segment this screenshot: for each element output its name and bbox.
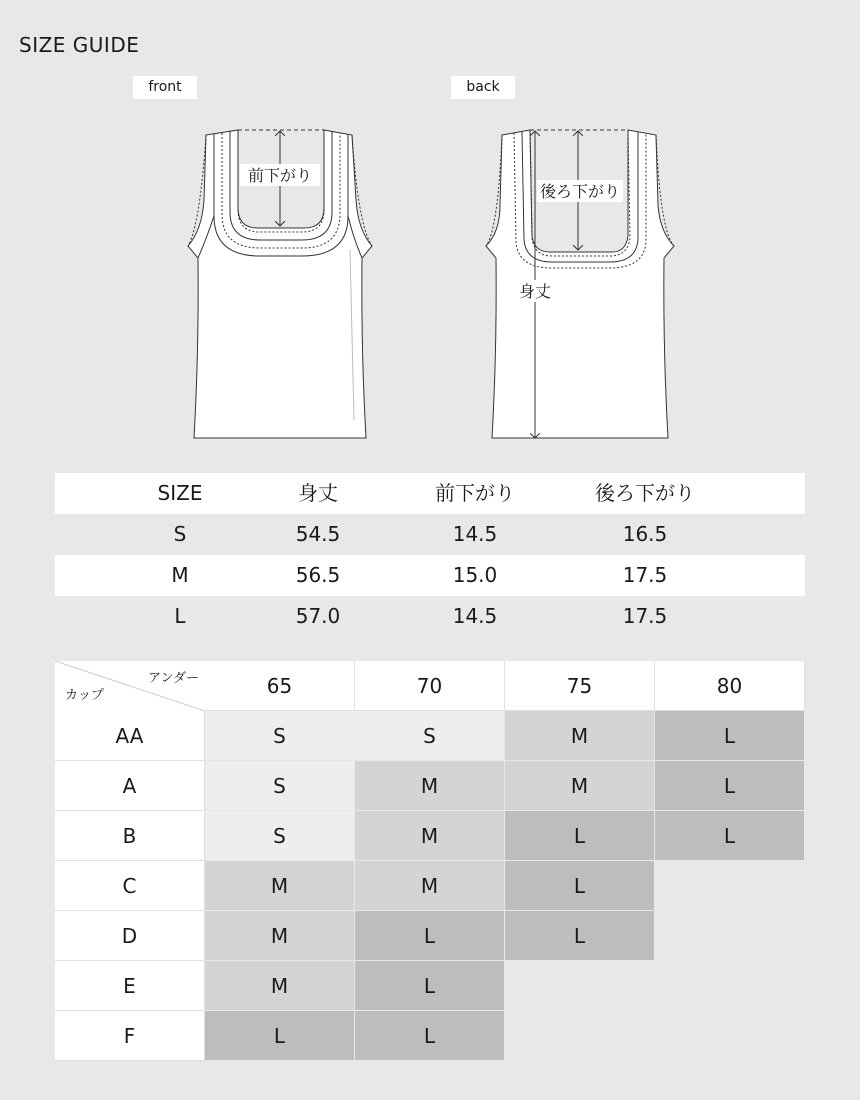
page-title: SIZE GUIDE — [19, 33, 140, 57]
size-cell: L — [355, 911, 505, 961]
cup-row — [55, 961, 805, 1011]
size-cell: L — [655, 711, 805, 761]
cup-size-table — [55, 661, 805, 1061]
size-cell: S — [205, 811, 355, 861]
cup-label: F — [55, 1011, 205, 1061]
underbust-80: 80 — [655, 661, 805, 711]
empty-cell — [655, 861, 805, 911]
size-cell: M — [505, 761, 655, 811]
front-drop-cell: 14.5 — [452, 604, 498, 628]
body-length-cell: 56.5 — [295, 563, 341, 587]
header-size: SIZE — [157, 481, 203, 505]
size-cell: M — [205, 961, 355, 1011]
size-cell: L — [174, 604, 186, 628]
front-drop-cell: 15.0 — [452, 563, 498, 587]
cup-row — [55, 711, 805, 761]
cup-label: AA — [55, 711, 205, 761]
header-back-drop: 後ろ下がり — [595, 481, 695, 505]
back-drop-cell: 17.5 — [622, 604, 668, 628]
empty-cell — [655, 961, 805, 1011]
underbust-65: 65 — [205, 661, 355, 711]
cup-row — [55, 1011, 805, 1061]
underbust-75: 75 — [505, 661, 655, 711]
back-view-label: back — [451, 76, 515, 99]
measurement-table — [55, 473, 805, 637]
body-length-cell: 54.5 — [295, 522, 341, 546]
size-cell: S — [205, 761, 355, 811]
back-drop-cell: 16.5 — [622, 522, 668, 546]
cup-header-row — [55, 661, 805, 711]
underbust-header: アンダー — [148, 671, 199, 686]
cup-row — [55, 761, 805, 811]
size-cell: L — [205, 1011, 355, 1061]
size-cell: L — [505, 811, 655, 861]
header-front-drop: 前下がり — [435, 481, 515, 505]
cup-row — [55, 911, 805, 961]
table-row — [55, 596, 805, 637]
cup-row — [55, 811, 805, 861]
front-view-label: front — [133, 76, 197, 99]
size-cell: M — [505, 711, 655, 761]
size-cell: M — [205, 861, 355, 911]
cup-label: B — [55, 811, 205, 861]
underbust-70: 70 — [355, 661, 505, 711]
garment-diagrams — [0, 0, 860, 460]
header-body-length: 身丈 — [298, 481, 338, 505]
size-cell: S — [173, 522, 187, 546]
size-cell: S — [205, 711, 355, 761]
size-cell: M — [355, 761, 505, 811]
cup-header: カップ — [65, 688, 104, 703]
cup-label: C — [55, 861, 205, 911]
table-row — [55, 514, 805, 555]
front-drop-label: 前下がり — [247, 166, 313, 185]
cup-label: A — [55, 761, 205, 811]
size-cell: M — [171, 563, 189, 587]
size-cell: L — [655, 811, 805, 861]
back-drop-label: 後ろ下がり — [539, 182, 621, 201]
empty-cell — [655, 911, 805, 961]
size-cell: L — [355, 1011, 505, 1061]
cup-row — [55, 861, 805, 911]
size-cell: L — [505, 911, 655, 961]
front-drop-cell: 14.5 — [452, 522, 498, 546]
back-drop-cell: 17.5 — [622, 563, 668, 587]
cup-label: D — [55, 911, 205, 961]
size-cell: L — [655, 761, 805, 811]
measurement-header-row — [55, 473, 805, 514]
size-cell: M — [355, 811, 505, 861]
empty-cell — [505, 961, 655, 1011]
size-cell: L — [355, 961, 505, 1011]
size-cell: M — [355, 861, 505, 911]
body-length-label: 身丈 — [518, 282, 552, 301]
empty-cell — [505, 1011, 655, 1061]
corner-cell — [55, 661, 205, 711]
empty-cell — [655, 1011, 805, 1061]
size-cell: L — [505, 861, 655, 911]
body-length-cell: 57.0 — [295, 604, 341, 628]
table-row — [55, 555, 805, 596]
cup-label: E — [55, 961, 205, 1011]
size-cell: M — [205, 911, 355, 961]
size-cell: S — [355, 711, 505, 761]
